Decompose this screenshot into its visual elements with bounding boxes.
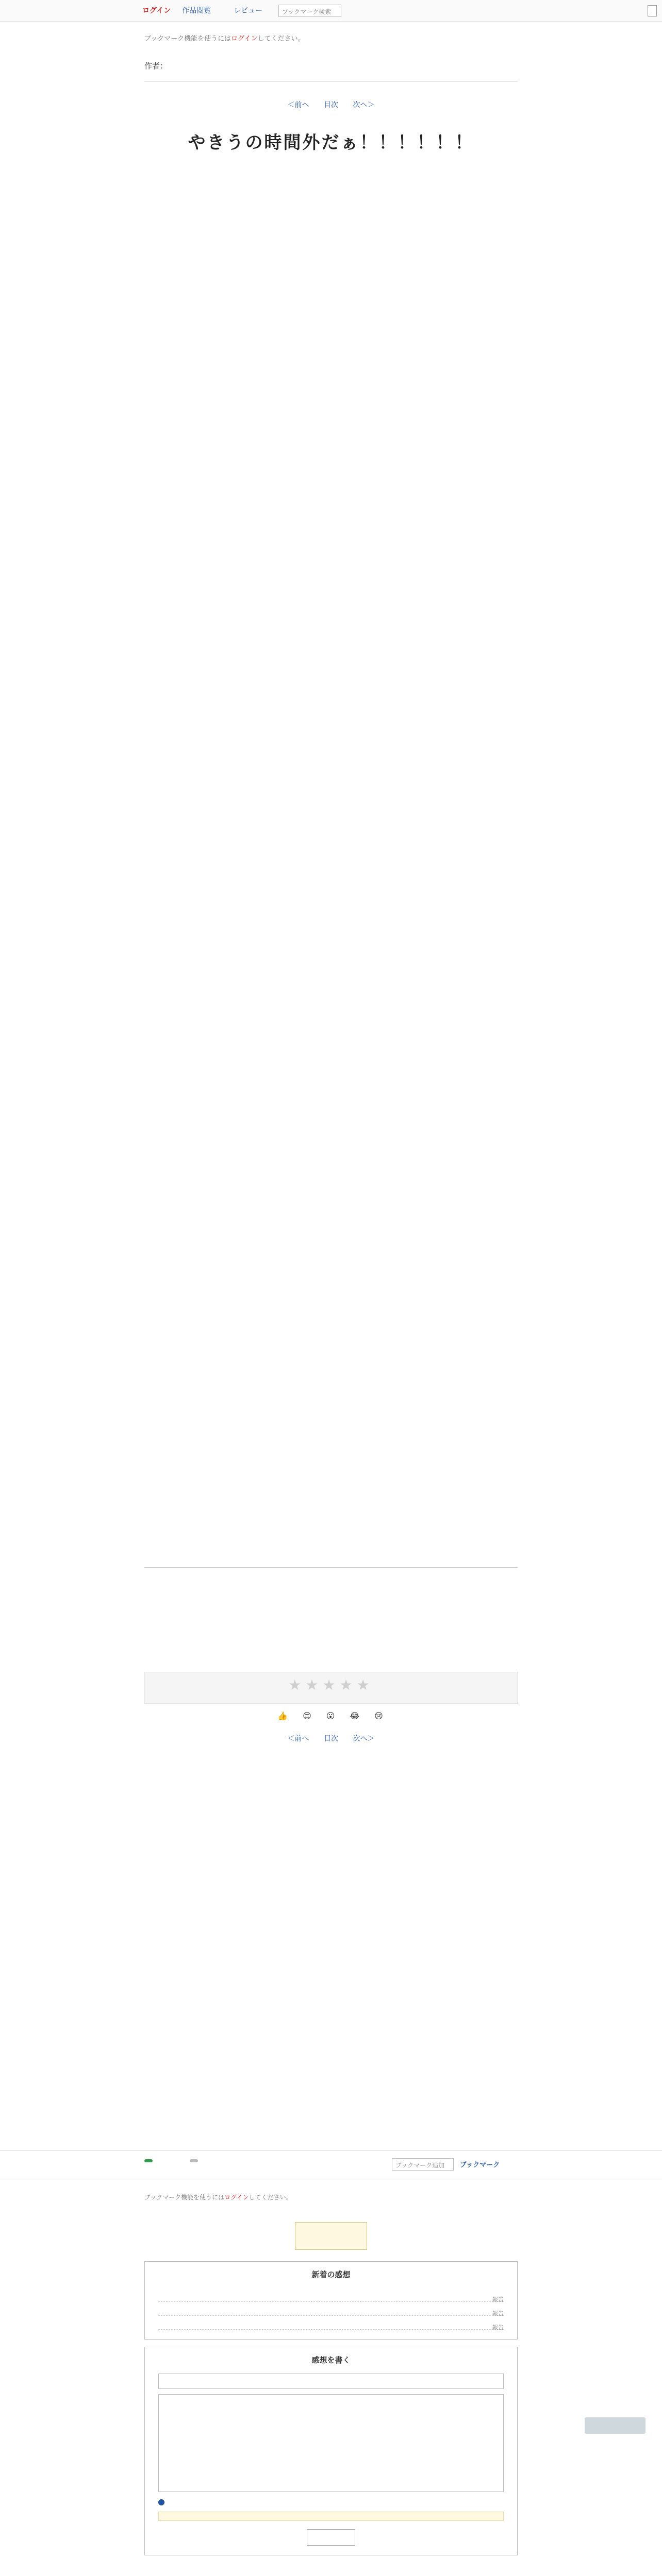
body-paragraph [144, 621, 518, 635]
body-paragraph [144, 844, 518, 858]
name-input[interactable] [158, 2374, 504, 2389]
comment-form-heading: 感想を書く [311, 2355, 351, 2365]
notice-login-link[interactable]: ログイン [224, 2194, 249, 2201]
body-paragraph [144, 1011, 518, 1025]
body-paragraph [144, 1206, 518, 1219]
reaction-button[interactable] [303, 1711, 313, 1721]
reaction-icon: 👍 [277, 1711, 288, 1721]
body-paragraph [144, 1094, 518, 1108]
contest-banner-logo[interactable] [295, 2222, 367, 2250]
episode-body [144, 176, 518, 1553]
comment-item [158, 2316, 504, 2330]
reaction-button[interactable] [374, 1711, 385, 1721]
afterword-divider [144, 1567, 518, 1568]
lower-section [144, 2179, 518, 2555]
comment-textarea[interactable] [158, 2394, 504, 2492]
body-paragraph [144, 594, 518, 607]
reaction-icon: 😮 [326, 1711, 335, 1721]
body-paragraph [144, 1539, 518, 1553]
comment-warning [158, 2512, 504, 2521]
rating-stars[interactable]: ★★★★★ [288, 1676, 374, 1693]
bookmark-button[interactable]: ブックマーク [460, 2161, 500, 2169]
body-paragraph [144, 733, 518, 747]
toc-link[interactable]: 目次 [324, 101, 338, 109]
pager-bottom [144, 1733, 518, 1743]
reaction-button[interactable] [277, 1711, 289, 1721]
body-paragraph [144, 204, 518, 218]
body-paragraph [144, 788, 518, 802]
body-paragraph [144, 900, 518, 913]
reaction-button[interactable] [326, 1711, 337, 1721]
report-link[interactable]: 報告 [492, 2324, 504, 2331]
body-paragraph [144, 427, 518, 440]
afterword-paragraph [144, 1602, 518, 1616]
series-header [144, 60, 518, 71]
body-paragraph [144, 1484, 518, 1498]
body-paragraph [144, 816, 518, 830]
body-paragraph [144, 1372, 518, 1386]
login-link[interactable]: ログイン [142, 7, 171, 15]
bookmark-login-notice: ブックマーク機能を使うにはログインしてください。 [144, 35, 305, 43]
body-paragraph [144, 1512, 518, 1526]
body-paragraph [144, 649, 518, 663]
episode-title: やきうの時間外だぁ！！！！！！ [188, 132, 474, 153]
pager-top [144, 99, 518, 110]
page-top-button[interactable] [585, 2417, 646, 2434]
body-paragraph [144, 315, 518, 329]
body-paragraph [144, 454, 518, 468]
report-link[interactable]: 報告 [492, 2310, 504, 2317]
body-paragraph [144, 176, 518, 190]
body-paragraph [144, 482, 518, 496]
next-link[interactable]: 次へ＞ [353, 101, 375, 109]
comment-item [158, 2302, 504, 2316]
body-paragraph [144, 1150, 518, 1164]
bookmark-login-notice-bottom: ブックマーク機能を使うにはログインしてください。 [144, 2194, 292, 2201]
divider [144, 81, 518, 82]
body-paragraph [144, 371, 518, 385]
body-paragraph [144, 399, 518, 413]
prev-link[interactable]: ＜前へ [287, 101, 309, 109]
author-label: 作者： [144, 61, 168, 71]
body-paragraph [144, 872, 518, 886]
comments-list [158, 2288, 504, 2330]
afterword-paragraph [144, 1649, 518, 1663]
body-paragraph [144, 1456, 518, 1470]
latest-comments-box [144, 2261, 518, 2340]
reaction-button[interactable] [350, 1711, 361, 1721]
afterword-paragraph [144, 1625, 518, 1639]
body-paragraph [144, 1233, 518, 1247]
body-paragraph [144, 1289, 518, 1303]
body-paragraph [144, 566, 518, 580]
novel-main-content [144, 22, 518, 1743]
body-paragraph [144, 1400, 518, 1414]
body-paragraph [144, 1122, 518, 1136]
nav-item-review[interactable]: レビュー [234, 7, 263, 15]
comment-item [158, 2288, 504, 2302]
body-paragraph [144, 1345, 518, 1359]
body-paragraph [144, 1428, 518, 1442]
body-paragraph [144, 538, 518, 552]
bottom-toolbar [0, 2150, 662, 2179]
next-link[interactable]: 次へ＞ [353, 1735, 375, 1743]
rating-box [144, 1672, 518, 1704]
top-nav-links [142, 5, 262, 15]
body-paragraph [144, 677, 518, 691]
submit-comment-button[interactable] [307, 2529, 355, 2546]
afterword [144, 1579, 518, 1663]
body-paragraph [144, 760, 518, 774]
reaction-icon: 😢 [374, 1711, 383, 1721]
bookmark-add-input[interactable]: ブックマーク追加 [392, 2158, 454, 2171]
comment-form-box [144, 2347, 518, 2555]
body-paragraph [144, 955, 518, 969]
report-link[interactable]: 報告 [492, 2296, 504, 2303]
bookmark-search-input[interactable]: ブックマーク検索 [278, 5, 341, 17]
afterword-paragraph [144, 1579, 518, 1593]
nav-item-browse[interactable]: 作品閲覧 [182, 7, 211, 15]
reaction-buttons [144, 1711, 518, 1721]
body-paragraph [144, 927, 518, 941]
body-paragraph [144, 510, 518, 524]
radio-icon[interactable] [158, 2499, 164, 2505]
reaction-icon: 😊 [303, 1711, 311, 1721]
body-paragraph [144, 1066, 518, 1080]
logout-button[interactable] [648, 5, 657, 16]
status-badge-gray[interactable] [190, 2159, 198, 2162]
body-paragraph [144, 287, 518, 301]
notice-login-link[interactable]: ログイン [231, 35, 258, 43]
body-paragraph [144, 705, 518, 719]
spoiler-checkbox[interactable] [158, 2498, 504, 2505]
body-paragraph [144, 1317, 518, 1331]
top-navigation-bar [0, 0, 662, 22]
body-paragraph [144, 1261, 518, 1275]
toc-link[interactable]: 目次 [324, 1735, 338, 1743]
body-paragraph [144, 343, 518, 357]
prev-link[interactable]: ＜前へ [287, 1735, 309, 1743]
reaction-icon: 😂 [350, 1711, 360, 1721]
latest-comments-heading: 新着の感想 [311, 2270, 351, 2279]
body-paragraph [144, 232, 518, 246]
status-badge-green[interactable] [144, 2159, 153, 2162]
body-paragraph [144, 1039, 518, 1053]
body-paragraph [144, 983, 518, 997]
body-paragraph [144, 1178, 518, 1192]
body-paragraph [144, 260, 518, 274]
